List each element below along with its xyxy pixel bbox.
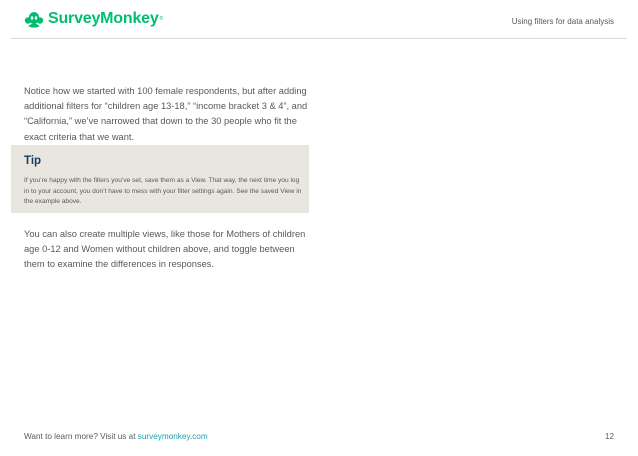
tip-callout xyxy=(11,145,309,213)
registered-mark: ® xyxy=(159,16,164,22)
page-footer xyxy=(24,432,208,441)
tip-text: If you’re happy with the filters you’ve set, save them as a View. That way, the next time you log in to your account, you don’t have to mess with your filter settings again. See the saved View in the example above. xyxy=(24,177,302,205)
surveymonkey-link[interactable]: surveymonkey.com xyxy=(137,432,208,441)
brand-name: SurveyMonkey xyxy=(48,10,159,27)
section-title: Using filters for data analysis xyxy=(511,17,614,26)
views-paragraph: You can also create multiple views, like those for Mothers of children age 0-12 and Women without children above, and toggle between them to examine the differences in responses. xyxy=(24,229,306,270)
tip-title: Tip xyxy=(24,155,42,167)
footer-text: Want to learn more? Visit us at xyxy=(24,432,138,441)
surveymonkey-logo-icon xyxy=(24,9,44,29)
header-divider xyxy=(11,38,627,39)
intro-paragraph: Notice how we started with 100 female respondents, but after adding additional filters for “children age 13-18,” “income bracket 3 & 4”, and “California,” we’ve narrowed that down to the 30 people who fit the exact criteria that we want. xyxy=(24,86,308,142)
page-number: 12 xyxy=(604,432,614,441)
page-header xyxy=(0,0,638,40)
surveymonkey-logo[interactable] xyxy=(24,9,163,29)
